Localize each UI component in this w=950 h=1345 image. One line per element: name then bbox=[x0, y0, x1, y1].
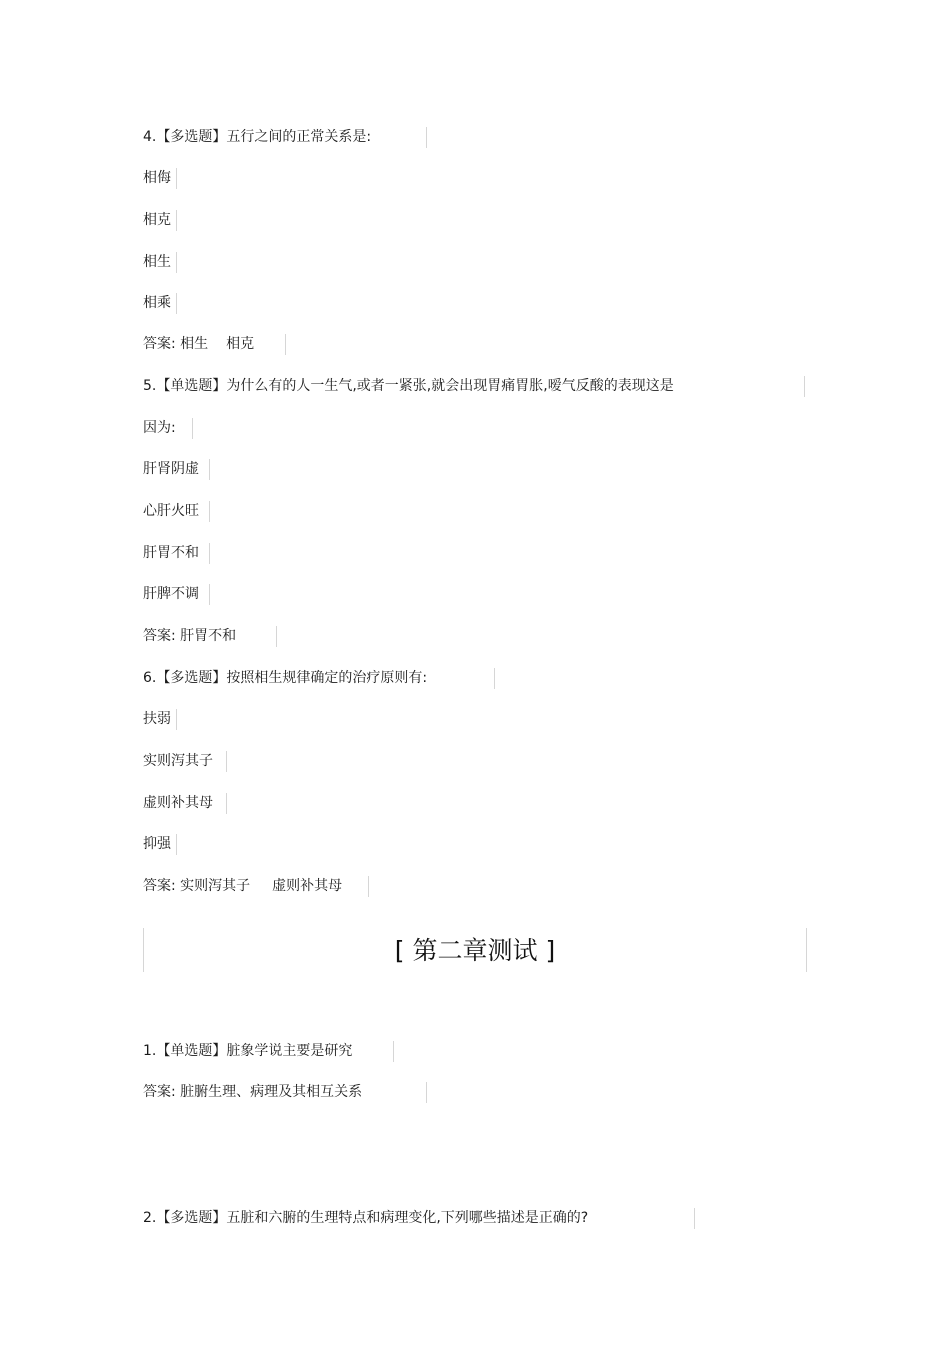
divider bbox=[209, 501, 210, 522]
divider bbox=[694, 1208, 695, 1229]
q4-option-2: 相克 bbox=[143, 212, 171, 228]
answer-label: 答案: bbox=[143, 1084, 176, 1100]
divider bbox=[176, 709, 177, 730]
q4-option-3: 相生 bbox=[143, 254, 171, 270]
divider bbox=[209, 459, 210, 480]
chapter2-question-2: 2.【多选题】五脏和六腑的生理特点和病理变化,下列哪些描述是正确的? bbox=[143, 1210, 589, 1226]
q5-option-4: 肝脾不调 bbox=[143, 586, 199, 602]
divider bbox=[368, 876, 369, 897]
question-5-line-1: 5.【单选题】为什么有的人一生气,或者一紧张,就会出现胃痛胃胀,嗳气反酸的表现这是 bbox=[143, 378, 674, 394]
divider bbox=[226, 793, 227, 814]
divider bbox=[285, 334, 286, 355]
q5-option-2: 心肝火旺 bbox=[143, 503, 199, 519]
q6-option-2: 实则泻其子 bbox=[143, 753, 213, 769]
divider bbox=[393, 1041, 394, 1062]
divider bbox=[226, 751, 227, 772]
divider bbox=[426, 127, 427, 148]
divider bbox=[192, 418, 193, 439]
divider bbox=[176, 210, 177, 231]
answer-value: 实则泻其子 bbox=[180, 878, 251, 894]
answer-value: 相生 bbox=[180, 336, 209, 352]
q6-option-4: 抑强 bbox=[143, 836, 171, 852]
q5-option-1: 肝肾阴虚 bbox=[143, 461, 199, 477]
divider bbox=[494, 668, 495, 689]
chapter2-question-1: 1.【单选题】脏象学说主要是研究 bbox=[143, 1043, 353, 1059]
divider bbox=[176, 293, 177, 314]
divider bbox=[176, 834, 177, 855]
q5-answer bbox=[143, 626, 236, 646]
answer-label: 答案: bbox=[143, 336, 176, 352]
divider bbox=[176, 252, 177, 273]
q5-option-3: 肝胃不和 bbox=[143, 545, 199, 561]
answer-value: 肝胃不和 bbox=[180, 628, 237, 644]
question-5-line-2: 因为: bbox=[143, 420, 176, 436]
answer-label: 答案: bbox=[143, 628, 176, 644]
q4-answer bbox=[143, 334, 254, 354]
answer-label: 答案: bbox=[143, 878, 176, 894]
divider bbox=[209, 543, 210, 564]
q6-option-1: 扶弱 bbox=[143, 711, 171, 727]
answer-value: 脏腑生理、病理及其相互关系 bbox=[180, 1084, 363, 1100]
question-4: 4.【多选题】五行之间的正常关系是: bbox=[143, 129, 372, 145]
q6-option-3: 虚则补其母 bbox=[143, 795, 213, 811]
divider bbox=[806, 928, 807, 972]
answer-value: 相克 bbox=[226, 336, 255, 352]
divider bbox=[804, 376, 805, 397]
divider bbox=[426, 1082, 427, 1103]
q4-option-4: 相乘 bbox=[143, 295, 171, 311]
divider bbox=[176, 168, 177, 189]
chapter2-q1-answer bbox=[143, 1082, 362, 1102]
q4-option-1: 相侮 bbox=[143, 170, 171, 186]
chapter-title: [ 第二章测试 ] bbox=[394, 936, 556, 965]
answer-value: 虚则补其母 bbox=[272, 878, 343, 894]
divider bbox=[209, 584, 210, 605]
question-6: 6.【多选题】按照相生规律确定的治疗原则有: bbox=[143, 670, 428, 686]
q6-answer bbox=[143, 876, 342, 896]
divider bbox=[276, 626, 277, 647]
